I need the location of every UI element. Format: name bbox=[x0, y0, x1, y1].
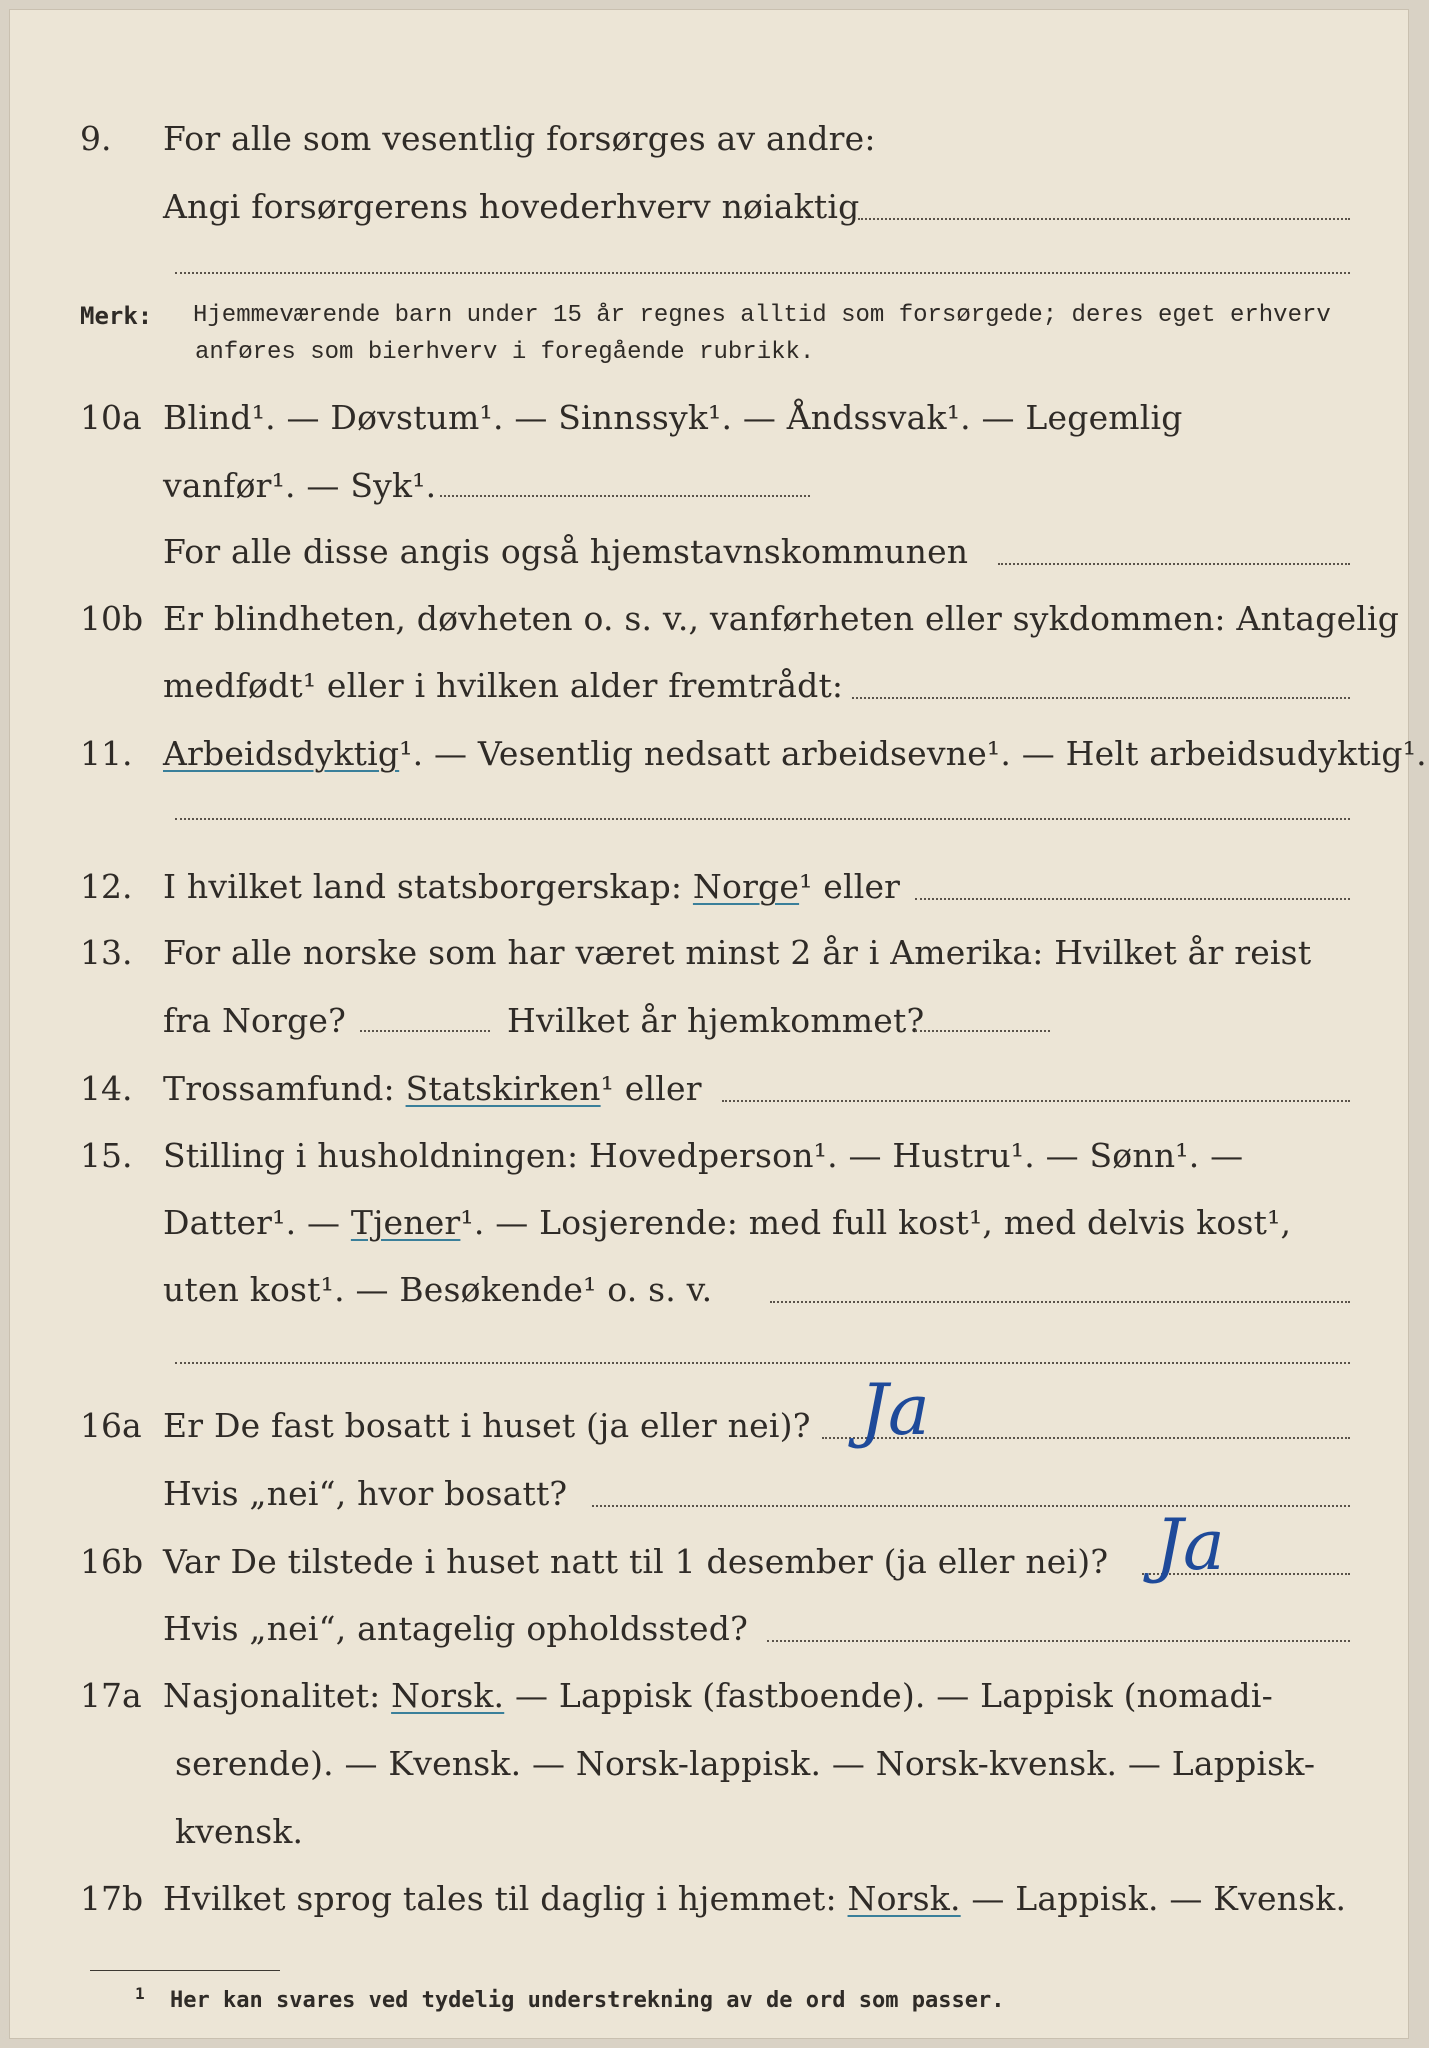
question-number: 12. bbox=[80, 867, 133, 906]
answer-line[interactable] bbox=[852, 697, 1350, 699]
answer-line[interactable] bbox=[915, 898, 1350, 900]
selected-option[interactable]: Norsk. bbox=[847, 1879, 961, 1918]
question-10a-line-3 bbox=[10, 527, 1408, 577]
question-text: Hvis „nei“, hvor bosatt? bbox=[163, 1474, 568, 1513]
question-9-line-2 bbox=[10, 182, 1408, 232]
question-text: For alle disse angis også hjemstavnskommunen bbox=[163, 532, 969, 571]
handwritten-answer: Ja bbox=[860, 1369, 930, 1451]
question-label: I hvilket land statsborgerskap: bbox=[163, 867, 683, 906]
options-text: ¹. — Vesentlig nedsatt arbeidsevne¹. — Helt arbeidsudyktig¹. bbox=[399, 734, 1427, 773]
question-13-line-2 bbox=[10, 996, 1408, 1046]
census-form-page bbox=[10, 10, 1427, 2038]
answer-line[interactable] bbox=[722, 1100, 1350, 1102]
question-text bbox=[163, 1198, 1291, 1248]
question-text bbox=[163, 862, 900, 912]
question-number: 9. bbox=[80, 119, 112, 158]
question-label: Hvilket sprog tales til daglig i hjemmet: bbox=[163, 1879, 837, 1918]
options-text: ¹ eller bbox=[600, 1069, 702, 1108]
question-text: Stilling i husholdningen: Hovedperson¹. — Hustru¹. — Sønn¹. — bbox=[163, 1136, 1244, 1175]
question-number: 16a bbox=[80, 1406, 142, 1445]
question-text: vanfør¹. — Syk¹. bbox=[163, 466, 437, 505]
options-text: — Lappisk. — Kvensk. bbox=[971, 1879, 1347, 1918]
answer-line[interactable] bbox=[998, 563, 1350, 565]
question-text: medfødt¹ eller i hvilken alder fremtrådt: bbox=[163, 666, 844, 705]
selected-option[interactable]: Arbeidsdyktig bbox=[163, 734, 400, 773]
question-number: 13. bbox=[80, 933, 133, 972]
question-text: Hvilket år hjemkommet? bbox=[507, 1001, 925, 1040]
question-9 bbox=[10, 114, 1408, 164]
question-text: For alle som vesentlig forsørges av andre: bbox=[163, 119, 876, 158]
answer-line[interactable] bbox=[175, 272, 1350, 274]
question-label: Nasjonalitet: bbox=[163, 1676, 381, 1715]
question-11 bbox=[10, 729, 1427, 779]
question-number: 15. bbox=[80, 1136, 133, 1175]
question-number: 10b bbox=[80, 599, 144, 638]
answer-line[interactable] bbox=[767, 1640, 1350, 1642]
note-text: Hjemmeværende barn under 15 år regnes alltid som forsørgede; deres eget erhverv bbox=[193, 302, 1331, 329]
question-text bbox=[163, 1064, 702, 1114]
selected-option[interactable]: Norsk. bbox=[391, 1676, 505, 1715]
footnote-text: Her kan svares ved tydelig understrekning av de ord som passer. bbox=[170, 1988, 1005, 2013]
answer-line[interactable] bbox=[360, 1030, 490, 1032]
question-15-line-2 bbox=[10, 1198, 1408, 1248]
question-15-line-3 bbox=[10, 1265, 1408, 1315]
question-text: fra Norge? bbox=[163, 1001, 347, 1040]
question-number: 14. bbox=[80, 1069, 133, 1108]
question-label: Trossamfund: bbox=[163, 1069, 395, 1108]
question-number: 10a bbox=[80, 398, 142, 437]
question-number: 16b bbox=[80, 1542, 144, 1581]
question-text: Er blindheten, døvheten o. s. v., vanførheten eller sykdommen: Antagelig bbox=[163, 599, 1400, 638]
answer-line[interactable] bbox=[175, 1362, 1350, 1364]
question-17b bbox=[10, 1874, 1408, 1924]
options-text: ¹ eller bbox=[799, 867, 901, 906]
question-17a-line-3 bbox=[10, 1807, 1408, 1857]
question-10b bbox=[10, 594, 1408, 644]
question-text: Er De fast bosatt i huset (ja eller nei)? bbox=[163, 1406, 811, 1445]
question-text: Hvis „nei“, antagelig opholdssted? bbox=[163, 1609, 748, 1648]
question-text bbox=[163, 1874, 1346, 1924]
answer-line[interactable] bbox=[858, 218, 1350, 220]
footnote-divider bbox=[90, 1970, 280, 1971]
note-text: anføres som bierhverv i foregående rubrikk. bbox=[195, 339, 815, 366]
question-17a bbox=[10, 1671, 1408, 1721]
question-10a bbox=[10, 393, 1408, 443]
answer-line[interactable] bbox=[915, 1030, 1050, 1032]
question-16a bbox=[10, 1401, 1408, 1451]
note-label: Merk: bbox=[80, 302, 153, 330]
question-text: For alle norske som har været minst 2 år i Amerika: Hvilket år reist bbox=[163, 933, 1312, 972]
question-number: 17a bbox=[80, 1676, 142, 1715]
question-text: Blind¹. — Døvstum¹. — Sinnssyk¹. — Åndssvak¹. — Legemlig bbox=[163, 398, 1183, 437]
question-15 bbox=[10, 1131, 1408, 1181]
question-16b-line-2 bbox=[10, 1604, 1408, 1654]
selected-option[interactable]: Norge bbox=[692, 867, 800, 906]
question-text: uten kost¹. — Besøkende¹ o. s. v. bbox=[163, 1270, 713, 1309]
question-text: serende). — Kvensk. — Norsk-lappisk. — Norsk-kvensk. — Lappisk- bbox=[175, 1744, 1316, 1783]
options-text: — Lappisk (fastboende). — Lappisk (nomadi- bbox=[514, 1676, 1273, 1715]
answer-line[interactable] bbox=[770, 1301, 1350, 1303]
answer-line[interactable] bbox=[440, 495, 810, 497]
answer-line[interactable] bbox=[592, 1505, 1350, 1507]
question-14 bbox=[10, 1064, 1408, 1114]
footnote-marker: 1 bbox=[135, 1984, 145, 2003]
question-text: Angi forsørgerens hovederhverv nøiaktig bbox=[163, 187, 860, 226]
question-text: Var De tilstede i huset natt til 1 desember (ja eller nei)? bbox=[163, 1542, 1109, 1581]
question-text: kvensk. bbox=[175, 1812, 304, 1851]
question-13 bbox=[10, 928, 1408, 978]
question-10b-line-2 bbox=[10, 661, 1408, 711]
question-number: 17b bbox=[80, 1879, 144, 1918]
options-text: Datter¹. — bbox=[163, 1203, 341, 1242]
question-17a-line-2 bbox=[10, 1739, 1408, 1789]
question-10a-line-2 bbox=[10, 461, 1408, 511]
question-text bbox=[163, 729, 1427, 779]
options-text: ¹. — Losjerende: med full kost¹, med delvis kost¹, bbox=[460, 1203, 1292, 1242]
selected-option[interactable]: Statskirken bbox=[405, 1069, 601, 1108]
selected-option[interactable]: Tjener bbox=[350, 1203, 461, 1242]
handwritten-answer: Ja bbox=[1155, 1504, 1225, 1586]
question-12 bbox=[10, 862, 1408, 912]
question-text bbox=[163, 1671, 1273, 1721]
question-number: 11. bbox=[80, 734, 133, 773]
answer-line[interactable] bbox=[175, 818, 1350, 820]
